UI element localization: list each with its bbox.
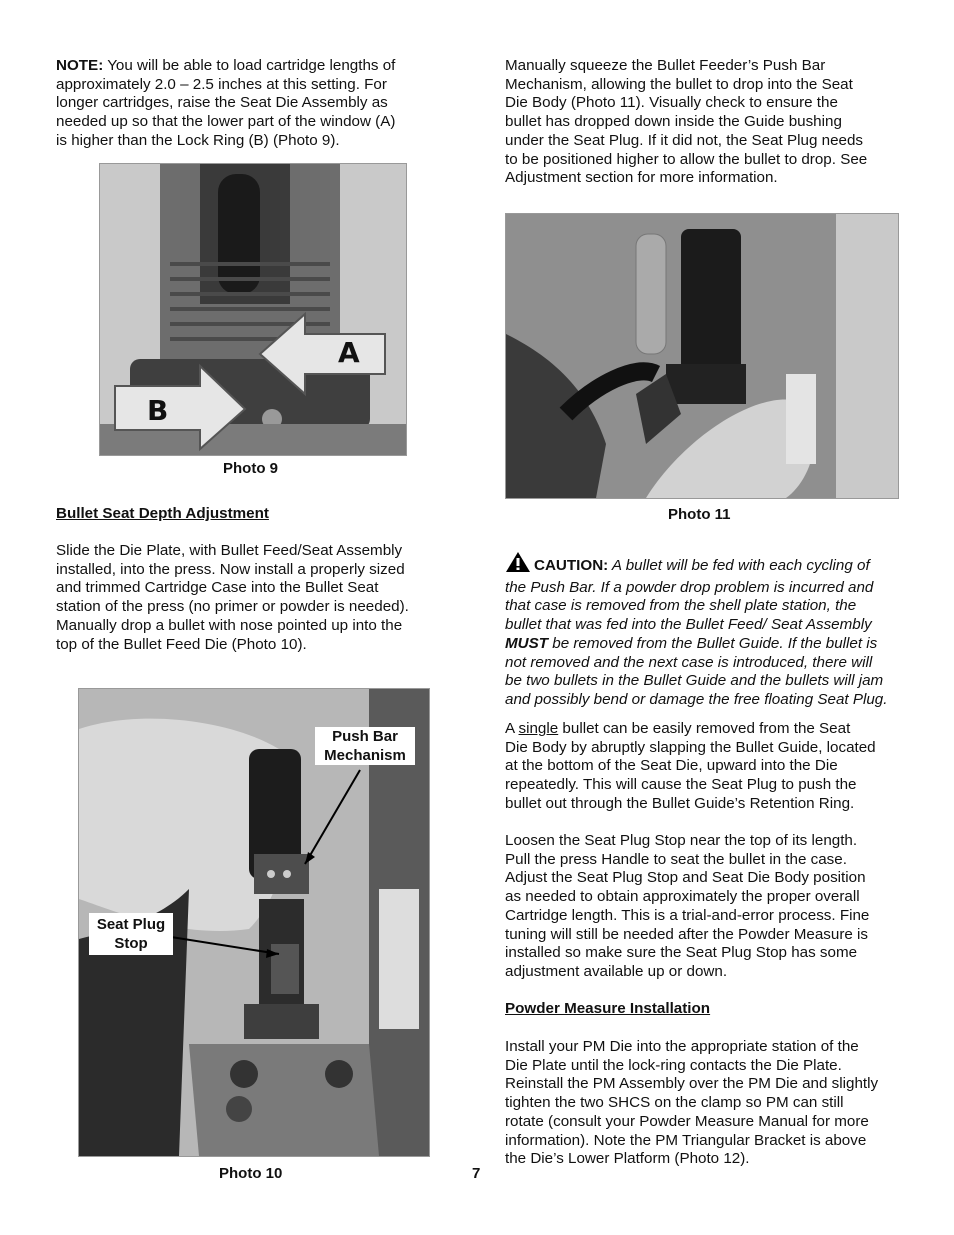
callout-line: Mechanism bbox=[324, 747, 406, 764]
paragraph-line: Reinstall the PM Assembly over the PM Die and slightly bbox=[505, 1075, 879, 1093]
paragraph-line: as needed to obtain approximately the proper overall bbox=[505, 888, 860, 906]
bullet-seat-heading bbox=[56, 505, 436, 524]
paragraph-line: under the Seat Plug. If it did not, the Seat Plug needs bbox=[505, 131, 863, 149]
paragraph-line: repeatedly. This will cause the Seat Plug to push the bbox=[505, 776, 857, 794]
caution-line: not removed and the next case is introduced, there will bbox=[505, 653, 873, 671]
paragraph-line: rotate (consult your Powder Measure Manual for more bbox=[505, 1112, 869, 1130]
photo-11-image bbox=[506, 214, 898, 498]
note-line: needed up so that the lower part of the window (A) bbox=[56, 113, 396, 131]
paragraph-line: adjustment available up or down. bbox=[505, 962, 728, 980]
paragraph-line: Install your PM Die into the appropriate station of the bbox=[505, 1038, 859, 1055]
caution-line: bullet that was fed into the Bullet Feed/ Seat Assembly bbox=[505, 616, 872, 634]
paragraph-line: bullet has dropped down inside the Guide bushing bbox=[505, 113, 842, 131]
note-line: approximately 2.0 – 2.5 inches at this setting. For bbox=[56, 75, 387, 93]
photo-11-caption: Photo 11 bbox=[668, 506, 731, 523]
caution-must: MUST bbox=[505, 634, 549, 652]
paragraph-line: Adjust the Seat Plug Stop and Seat Die Body position bbox=[505, 869, 866, 887]
paragraph-line: Die Plate until the lock-ring contacts the Die Plate. bbox=[505, 1056, 842, 1074]
page-number: 7 bbox=[472, 1165, 481, 1182]
callout-line: Push Bar bbox=[332, 728, 398, 745]
callout-line: Seat Plug bbox=[96, 916, 166, 933]
single-bullet-paragraph bbox=[505, 720, 905, 814]
paragraph-line: Manually squeeze the Bullet Feeder’s Push Bar bbox=[505, 57, 826, 74]
section-heading: Bullet Seat Depth Adjustment bbox=[56, 505, 269, 522]
section-heading: Powder Measure Installation bbox=[505, 1000, 711, 1017]
caution-line: be two bullets in the Bullet Guide and the bullets will jam bbox=[505, 672, 884, 690]
paragraph-line: Slide the Die Plate, with Bullet Feed/Seat Assembly bbox=[56, 542, 403, 559]
paragraph-line: top of the Bullet Feed Die (Photo 10). bbox=[56, 635, 307, 653]
paragraph-line: installed so make sure the Seat Plug Stop has some bbox=[505, 944, 858, 962]
note-line: You will be able to load cartridge lengths of bbox=[103, 57, 396, 74]
paragraph-line: tighten the two SHCS on the clamp so PM can still bbox=[505, 1094, 844, 1112]
photo-9-label-b: B bbox=[147, 394, 169, 427]
caution-line: that case is removed from the shell plate station, the bbox=[505, 597, 857, 615]
loosen-paragraph bbox=[505, 832, 905, 982]
paragraph-line: at the bottom of the Seat Die, upward into the Die bbox=[505, 757, 838, 775]
paragraph-line: installed, into the press. Now install a properly sized bbox=[56, 560, 405, 578]
paragraph-line: information). Note the PM Triangular Bracket is above bbox=[505, 1131, 867, 1149]
squeeze-paragraph bbox=[505, 57, 905, 188]
note-line: is higher than the Lock Ring (B) (Photo 9). bbox=[56, 131, 340, 149]
note-paragraph bbox=[56, 57, 436, 151]
caution-line: A bullet will be fed with each cycling of bbox=[608, 557, 870, 574]
powder-heading bbox=[505, 1000, 905, 1019]
callout-line: Stop bbox=[114, 935, 148, 952]
paragraph-line: Pull the press Handle to seat the bullet in the case. bbox=[505, 850, 847, 868]
paragraph-line: Mechanism, allowing the bullet to drop into the Seat bbox=[505, 75, 853, 93]
paragraph-line: bullet out through the Bullet Guide’s Retention Ring. bbox=[505, 794, 855, 812]
caution-line: and possibly bend or damage the free floating Seat Plug. bbox=[505, 690, 888, 708]
photo-10-caption: Photo 10 bbox=[219, 1165, 283, 1182]
paragraph-line: and trimmed Cartridge Case into the Bullet Seat bbox=[56, 579, 379, 597]
paragraph-line: Manually drop a bullet with nose pointed up into the bbox=[56, 616, 403, 634]
paragraph-line: station of the press (no primer or powder is needed). bbox=[56, 598, 409, 616]
note-line: longer cartridges, raise the Seat Die Assembly as bbox=[56, 94, 388, 112]
photo-11 bbox=[505, 213, 899, 499]
paragraph-line: Die Body by abruptly slapping the Bullet Guide, located bbox=[505, 738, 876, 756]
photo-10 bbox=[78, 688, 430, 1157]
photo-9-label-a: A bbox=[338, 336, 360, 369]
photo-9 bbox=[99, 163, 407, 456]
paragraph-line: to be positioned higher to allow the bullet to drop. See bbox=[505, 150, 868, 168]
caution-label: CAUTION: bbox=[534, 557, 609, 574]
paragraph-line: tuning will still be needed after the Powder Measure is bbox=[505, 925, 869, 943]
caution-line: the Push Bar. If a powder drop problem is incurred and bbox=[505, 578, 874, 596]
warning-triangle-icon bbox=[505, 551, 531, 579]
note-label: NOTE: bbox=[56, 57, 104, 74]
photo-9-image bbox=[100, 164, 406, 455]
single-word: single bbox=[518, 720, 559, 737]
caution-line: be removed from the Bullet Guide. If the bullet is bbox=[548, 634, 878, 652]
bullet-seat-paragraph bbox=[56, 542, 436, 654]
paragraph-line: Loosen the Seat Plug Stop near the top of its length. bbox=[505, 832, 858, 849]
paragraph-line: the Die’s Lower Platform (Photo 12). bbox=[505, 1150, 750, 1168]
single-prefix: A bbox=[505, 720, 519, 737]
photo-9-caption: Photo 9 bbox=[223, 460, 278, 477]
caution-paragraph bbox=[505, 551, 905, 710]
paragraph-line: Adjustment section for more information. bbox=[505, 169, 778, 187]
paragraph-line: Die Body (Photo 11). Visually check to ensure the bbox=[505, 94, 838, 112]
seat-plug-stop-callout bbox=[89, 913, 173, 955]
paragraph-line: bullet can be easily removed from the Seat bbox=[558, 720, 851, 737]
push-bar-callout bbox=[315, 727, 415, 765]
paragraph-line: Cartridge length. This is a trial-and-error process. Fine bbox=[505, 906, 870, 924]
powder-paragraph bbox=[505, 1038, 905, 1169]
